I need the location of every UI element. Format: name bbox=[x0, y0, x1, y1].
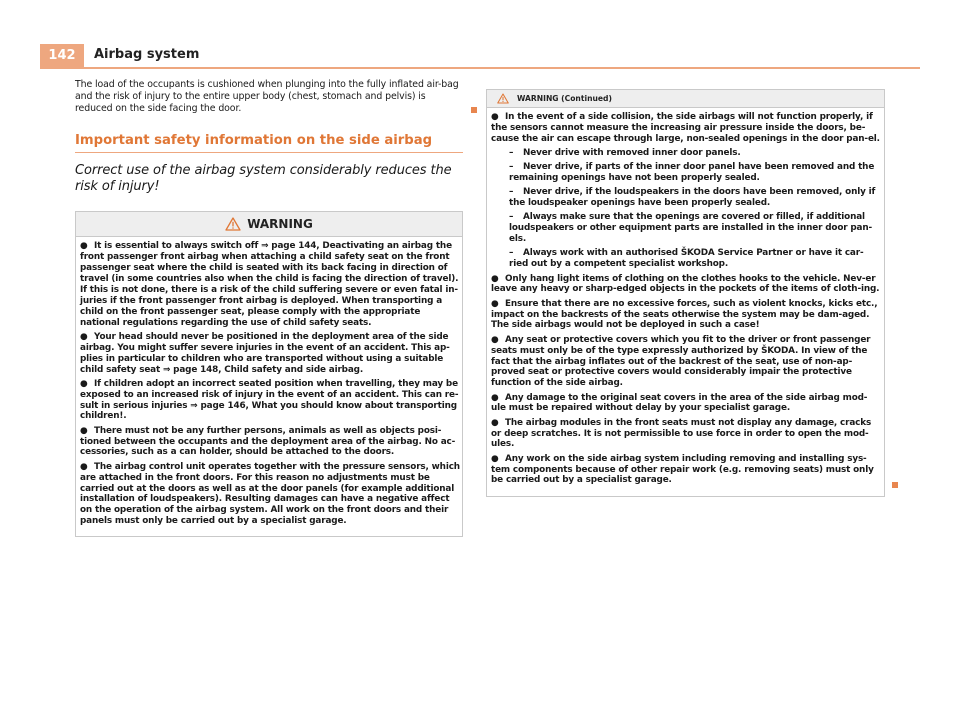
dash: – bbox=[509, 148, 514, 159]
warning-item-text: Your head should never be positioned in the deployment area of the side airbag. You might suffer severe injuries in the event of an accident. This ap-plies in particular to children who are transported without using a suitable child safety seat ⇒ page 148, Child safety and side airbag. bbox=[80, 331, 450, 375]
warning-sub-item-text: Never drive, if parts of the inner door panel have been removed and the remaining openings have not been properly sealed. bbox=[509, 162, 875, 184]
warning-item-text: Only hang light items of clothing on the clothes hooks to the vehicle. Nev-er leave any heavy or sharp-edged objects in the pockets of the items of cloth-ing. bbox=[491, 273, 880, 295]
bullet: ● bbox=[80, 425, 88, 436]
warning-item-text: In the event of a side collision, the side airbags will not function properly, if the sensors cannot measure the increasing air pressure inside the doors, be-cause the air can escape through large, non-sealed openings in the door pan-el. bbox=[491, 112, 880, 144]
section-end-marker bbox=[892, 482, 898, 488]
warning-item-text: Any damage to the original seat covers in the area of the side airbag mod-ule must be repaired without delay by your specialist garage. bbox=[491, 392, 868, 414]
warning-header bbox=[76, 212, 462, 237]
warning-item bbox=[80, 462, 460, 527]
warning-sub-item-text: Never drive with removed inner door panels. bbox=[523, 148, 741, 159]
section-end-marker bbox=[471, 107, 477, 113]
warning-item-text: Ensure that there are no excessive forces, such as violent knocks, kicks etc., impact on the backrests of the seats otherwise the system may be dam-aged. The side airbags would not be deployed in such a case! bbox=[491, 298, 878, 331]
bullet: ● bbox=[491, 273, 499, 284]
warning-body-continued bbox=[487, 108, 884, 496]
warning-item-text: It is essential to always switch off ⇒ page 144, Deactivating an airbag the front passenger front airbag when attaching a child safety seat on the front passenger seat where the child is seated with its back facing in direction of travel (in some countries also when the child is facing the direction of travel). If this is not done, there is a risk of the child suffering severe or even fatal in-juries if the front passenger front airbag is deployed. When transporting a child on the front passenger seat, please comply with the appropriate national regulations regarding the use of child safety seats. bbox=[80, 241, 459, 328]
warning-triangle-icon bbox=[225, 217, 241, 231]
left-column bbox=[75, 79, 463, 537]
warning-item-text: Any work on the side airbag system including removing and installing sys-tem components because of other repair work (e.g. removing seats) must only be carried out by a specialist garage. bbox=[491, 453, 874, 486]
bullet: ● bbox=[491, 298, 499, 309]
bullet: ● bbox=[491, 334, 499, 345]
warning-title: WARNING bbox=[247, 217, 313, 232]
warning-sub-item bbox=[491, 212, 882, 245]
warning-title-continued: WARNING (Continued) bbox=[517, 94, 612, 103]
warning-item bbox=[80, 241, 460, 328]
bullet: ● bbox=[491, 392, 499, 403]
warning-item bbox=[80, 379, 460, 423]
warning-sub-item bbox=[491, 248, 882, 270]
bullet: ● bbox=[491, 417, 499, 428]
warning-item-text: The airbag modules in the front seats must not display any damage, cracks or deep scratches. It is not permissible to use force in order to open the mod-ules. bbox=[491, 417, 872, 450]
warning-sub-item bbox=[491, 187, 882, 209]
warning-item-text: The airbag control unit operates together with the pressure sensors, which are attached in the front doors. For this reason no adjustments must be carried out at the doors as well as at the door panels (for example additional installation of loudspeakers). Resulting damages can have a negative affect on the operation of the airbag system. All work on the front doors and their panels must only be carried out by a specialist garage. bbox=[80, 461, 460, 527]
bullet: ● bbox=[80, 461, 88, 472]
warning-sub-item-text: Never drive, if the loudspeakers in the doors have been removed, only if the loudspeaker openings have been properly sealed. bbox=[509, 187, 876, 209]
warning-body bbox=[76, 237, 462, 536]
section-heading: Important safety information on the side airbag bbox=[75, 133, 463, 153]
right-column bbox=[486, 89, 885, 497]
section-subtitle: Correct use of the airbag system considerably reduces the risk of injury! bbox=[75, 163, 452, 195]
dash: – bbox=[509, 187, 514, 198]
warning-box bbox=[75, 211, 463, 537]
warning-item bbox=[491, 454, 882, 487]
bullet: ● bbox=[80, 241, 88, 252]
intro-text: The load of the occupants is cushioned when plunging into the fully inflated air-bag and the risk of injury to the entire upper body (chest, stomach and pelvis) is reduced on the side facing the door. bbox=[75, 79, 459, 115]
warning-item bbox=[80, 426, 460, 459]
warning-item bbox=[491, 112, 882, 145]
page-number: 142 bbox=[40, 44, 84, 68]
intro-paragraph bbox=[75, 79, 463, 115]
warning-item bbox=[491, 335, 882, 390]
bullet: ● bbox=[80, 331, 88, 342]
warning-sub-item-text: Always work with an authorised ŠKODA Service Partner or have it car-ried out by a competent specialist workshop. bbox=[509, 248, 864, 270]
bullet: ● bbox=[491, 453, 499, 464]
warning-sub-item bbox=[491, 162, 882, 184]
dash: – bbox=[509, 212, 514, 223]
warning-item bbox=[491, 299, 882, 332]
warning-item-text: If children adopt an incorrect seated position when travelling, they may be exposed to an increased risk of injury in the event of an accident. This can re-sult in serious injuries ⇒ page 146, What you should know about transporting children!. bbox=[80, 378, 459, 422]
chapter-title: Airbag system bbox=[94, 47, 200, 62]
warning-sub-item-text: Always make sure that the openings are covered or filled, if additional loudspeakers or other equipment parts are installed in the inner door pan-els. bbox=[509, 212, 873, 245]
warning-item bbox=[491, 393, 882, 415]
warning-sub-item bbox=[491, 148, 882, 159]
bullet: ● bbox=[491, 112, 499, 122]
warning-item-text: Any seat or protective covers which you fit to the driver or front passenger seats must only be of the type expressly authorized by ŠKODA. In view of the fact that the airbag inflates out of the backrest of the seat, use of non-ap-proved seat or protective covers would considerably impair the protective function of the side airbag. bbox=[491, 334, 871, 389]
dash: – bbox=[509, 248, 514, 259]
bullet: ● bbox=[80, 378, 88, 389]
page-header bbox=[40, 44, 920, 68]
warning-triangle-icon bbox=[497, 93, 509, 104]
warning-box-continued bbox=[486, 89, 885, 497]
warning-item bbox=[491, 418, 882, 451]
warning-item-text: There must not be any further persons, animals as well as objects posi-tioned between the occupants and the deployment area of the airbag. No ac-cessories, such as a can holder, should be attached to the doors. bbox=[80, 425, 456, 458]
warning-item bbox=[491, 274, 882, 296]
warning-item bbox=[80, 332, 460, 376]
header-rule bbox=[40, 67, 920, 69]
warning-header-continued bbox=[487, 90, 884, 108]
dash: – bbox=[509, 162, 514, 173]
